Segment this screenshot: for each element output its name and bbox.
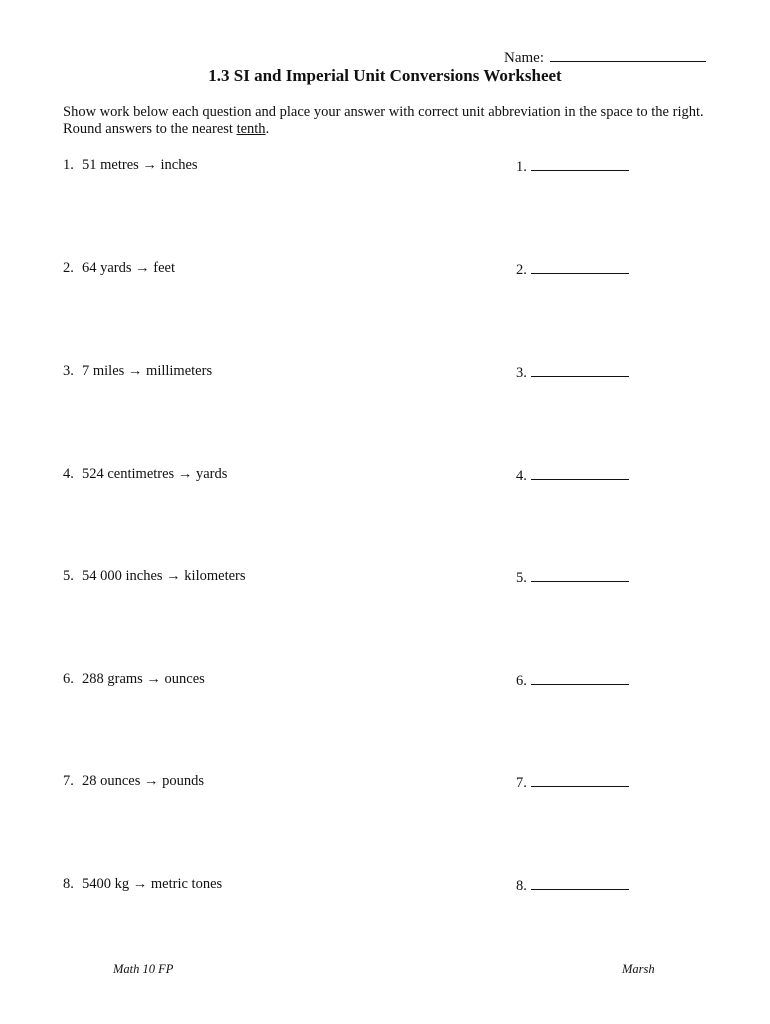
question-number: 3. [63, 363, 74, 379]
footer-author: Marsh [622, 962, 655, 976]
question-4 [63, 466, 227, 483]
answer-1 [516, 157, 629, 176]
answer-7 [516, 773, 629, 792]
answer-label: 2. [516, 262, 527, 278]
answer-label: 6. [516, 673, 527, 689]
answer-4 [516, 466, 629, 485]
answer-label: 8. [516, 878, 527, 894]
question-7 [63, 773, 204, 790]
name-label: Name: [504, 50, 544, 66]
question-number: 5. [63, 568, 74, 584]
question-number: 6. [63, 671, 74, 687]
question-number: 8. [63, 876, 74, 892]
answer-blank-line[interactable] [531, 876, 629, 890]
question-1 [63, 157, 198, 174]
question-text: 51 metres → inches [82, 157, 198, 173]
answer-3 [516, 363, 629, 382]
answer-blank-line[interactable] [531, 773, 629, 787]
answer-blank-line[interactable] [531, 466, 629, 480]
question-text: 28 ounces → pounds [82, 773, 205, 789]
question-2 [63, 260, 175, 277]
question-text: 7 miles → millimeters [82, 363, 213, 379]
question-text: 288 grams → ounces [82, 671, 205, 687]
answer-label: 4. [516, 468, 527, 484]
question-number: 1. [63, 157, 74, 173]
answer-blank-line[interactable] [531, 363, 629, 377]
answer-6 [516, 671, 629, 690]
question-text: 524 centimetres → yards [82, 466, 228, 482]
question-text: 5400 kg → metric tones [82, 876, 223, 892]
name-field [504, 47, 706, 67]
answer-5 [516, 568, 629, 587]
answer-label: 3. [516, 365, 527, 381]
answer-2 [516, 260, 629, 279]
instructions [63, 104, 713, 138]
answer-blank-line[interactable] [531, 260, 629, 274]
name-blank-line[interactable] [550, 47, 706, 62]
question-text: 64 yards → feet [82, 260, 176, 276]
instructions-text: Show work below each question and place your answer with correct unit abbreviation in the space to the right. Round answers to the nearest [63, 104, 704, 137]
question-number: 7. [63, 773, 74, 789]
instructions-underlined-word: tenth [236, 121, 266, 137]
answer-8 [516, 876, 629, 895]
instructions-end: . [265, 121, 270, 137]
question-text: 54 000 inches → kilometers [82, 568, 246, 584]
answer-blank-line[interactable] [531, 157, 629, 171]
answer-blank-line[interactable] [531, 671, 629, 685]
answer-label: 5. [516, 570, 527, 586]
question-5 [63, 568, 246, 585]
answer-label: 1. [516, 159, 527, 175]
question-6 [63, 671, 205, 688]
question-8 [63, 876, 222, 893]
question-number: 4. [63, 466, 74, 482]
answer-label: 7. [516, 775, 527, 791]
question-number: 2. [63, 260, 74, 276]
question-3 [63, 363, 212, 380]
worksheet-title: 1.3 SI and Imperial Unit Conversions Worksheet [208, 66, 562, 85]
answer-blank-line[interactable] [531, 568, 629, 582]
footer-course: Math 10 FP [113, 962, 174, 976]
